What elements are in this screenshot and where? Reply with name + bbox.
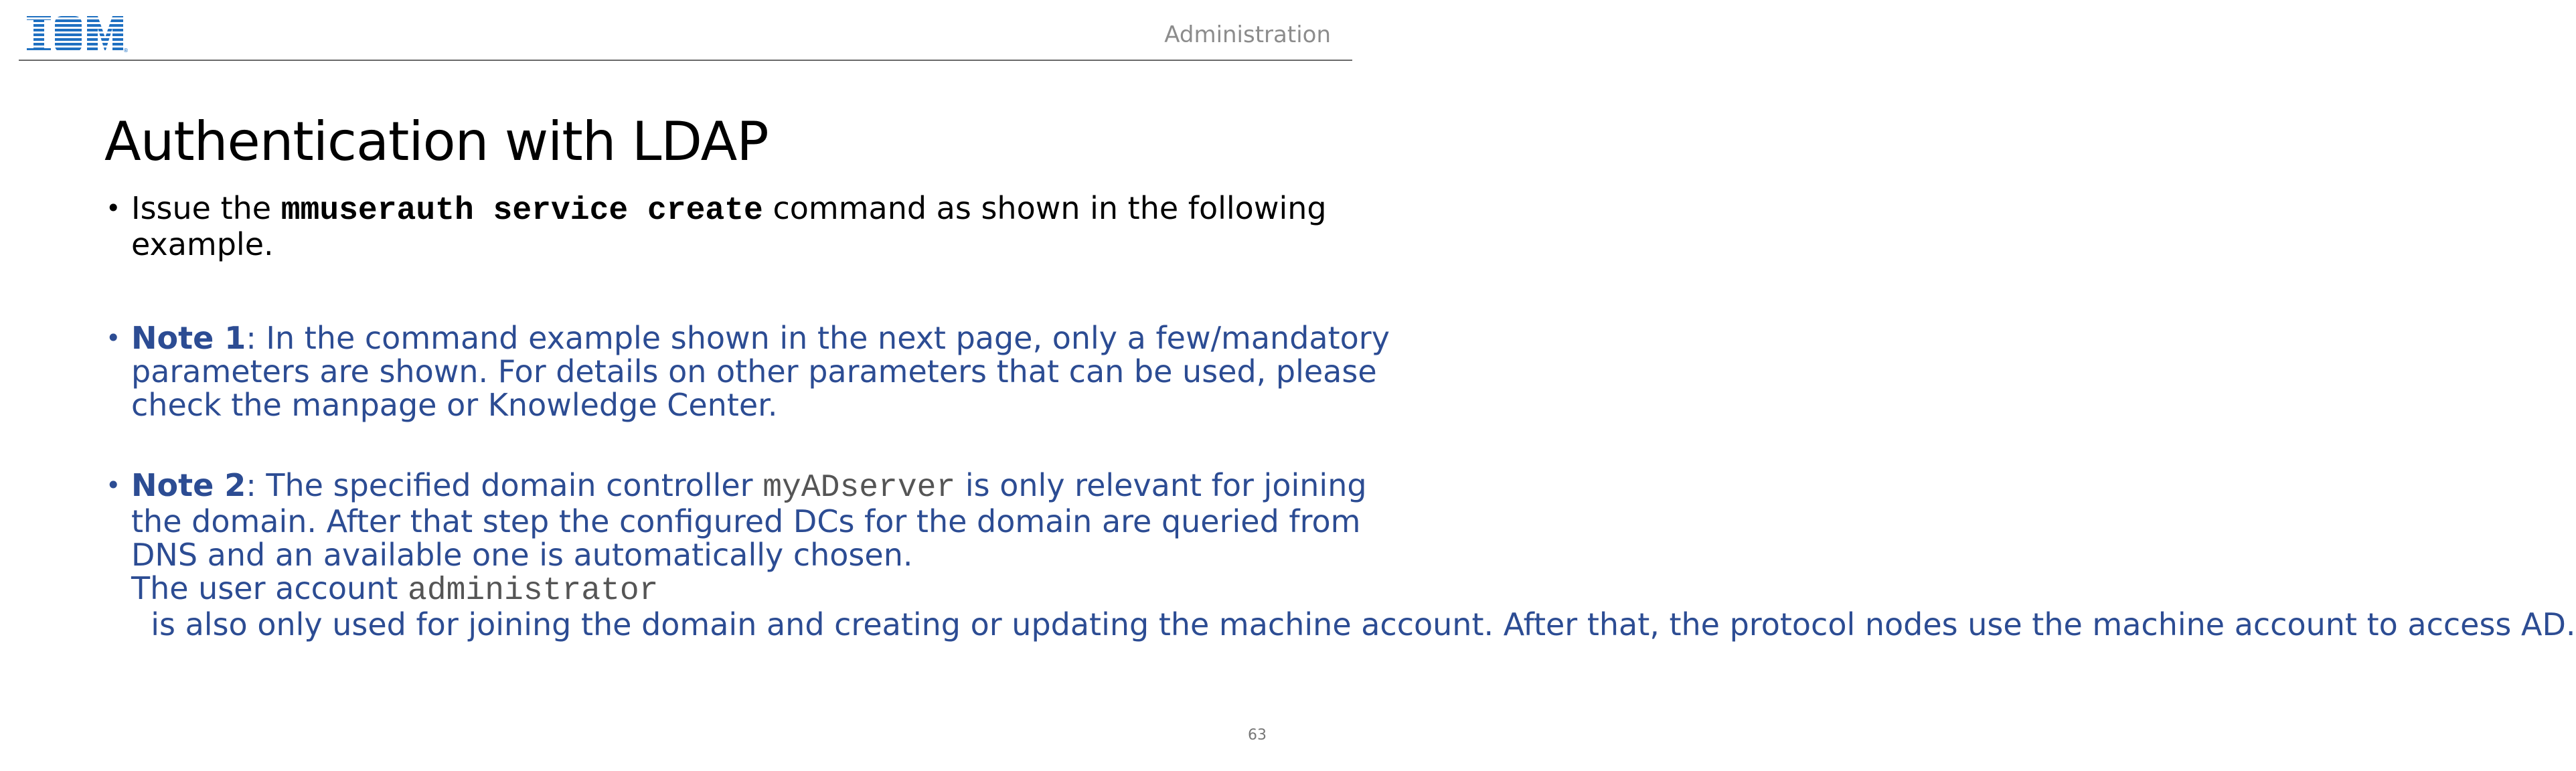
bullet-text: Issue the mmuserauth service create command as shown in the following example.: [131, 190, 1327, 262]
section-label: Administration: [1164, 21, 1331, 48]
bullet-text: Note 1: In the command example shown in the next page, only a few/mandatory parameters are shown. For details on other parameters that can be used, please check the manpage or Knowledge Center.: [131, 320, 1390, 423]
bullet-text: Note 2: The specified domain controller myADserver is only relevant for joining the domain. After that step the configured DCs for the domain are queried from DNS and an available one is automatically chosen. The user account administrator is also only used for joining the domain and creating or updating the machine account. After that, the protocol nodes use the machine account to access AD.: [131, 467, 2576, 642]
bullet-dot-icon: •: [106, 470, 121, 500]
ibm-logo: [25, 15, 127, 54]
bullet-dot-icon: •: [106, 193, 121, 223]
header-divider: [19, 60, 1352, 61]
command-code: mmuserauth service create: [280, 193, 763, 229]
bullet-dot-icon: •: [106, 323, 121, 353]
note-label: Note 2: [131, 467, 246, 503]
user-account-code: administrator: [408, 573, 659, 609]
note-label: Note 1: [131, 320, 246, 356]
svg-text:®: ®: [123, 48, 129, 54]
domain-controller-code: myADserver: [762, 470, 956, 506]
page-number: 63: [1248, 727, 1267, 744]
slide-title: Authentication with LDAP: [104, 110, 769, 173]
